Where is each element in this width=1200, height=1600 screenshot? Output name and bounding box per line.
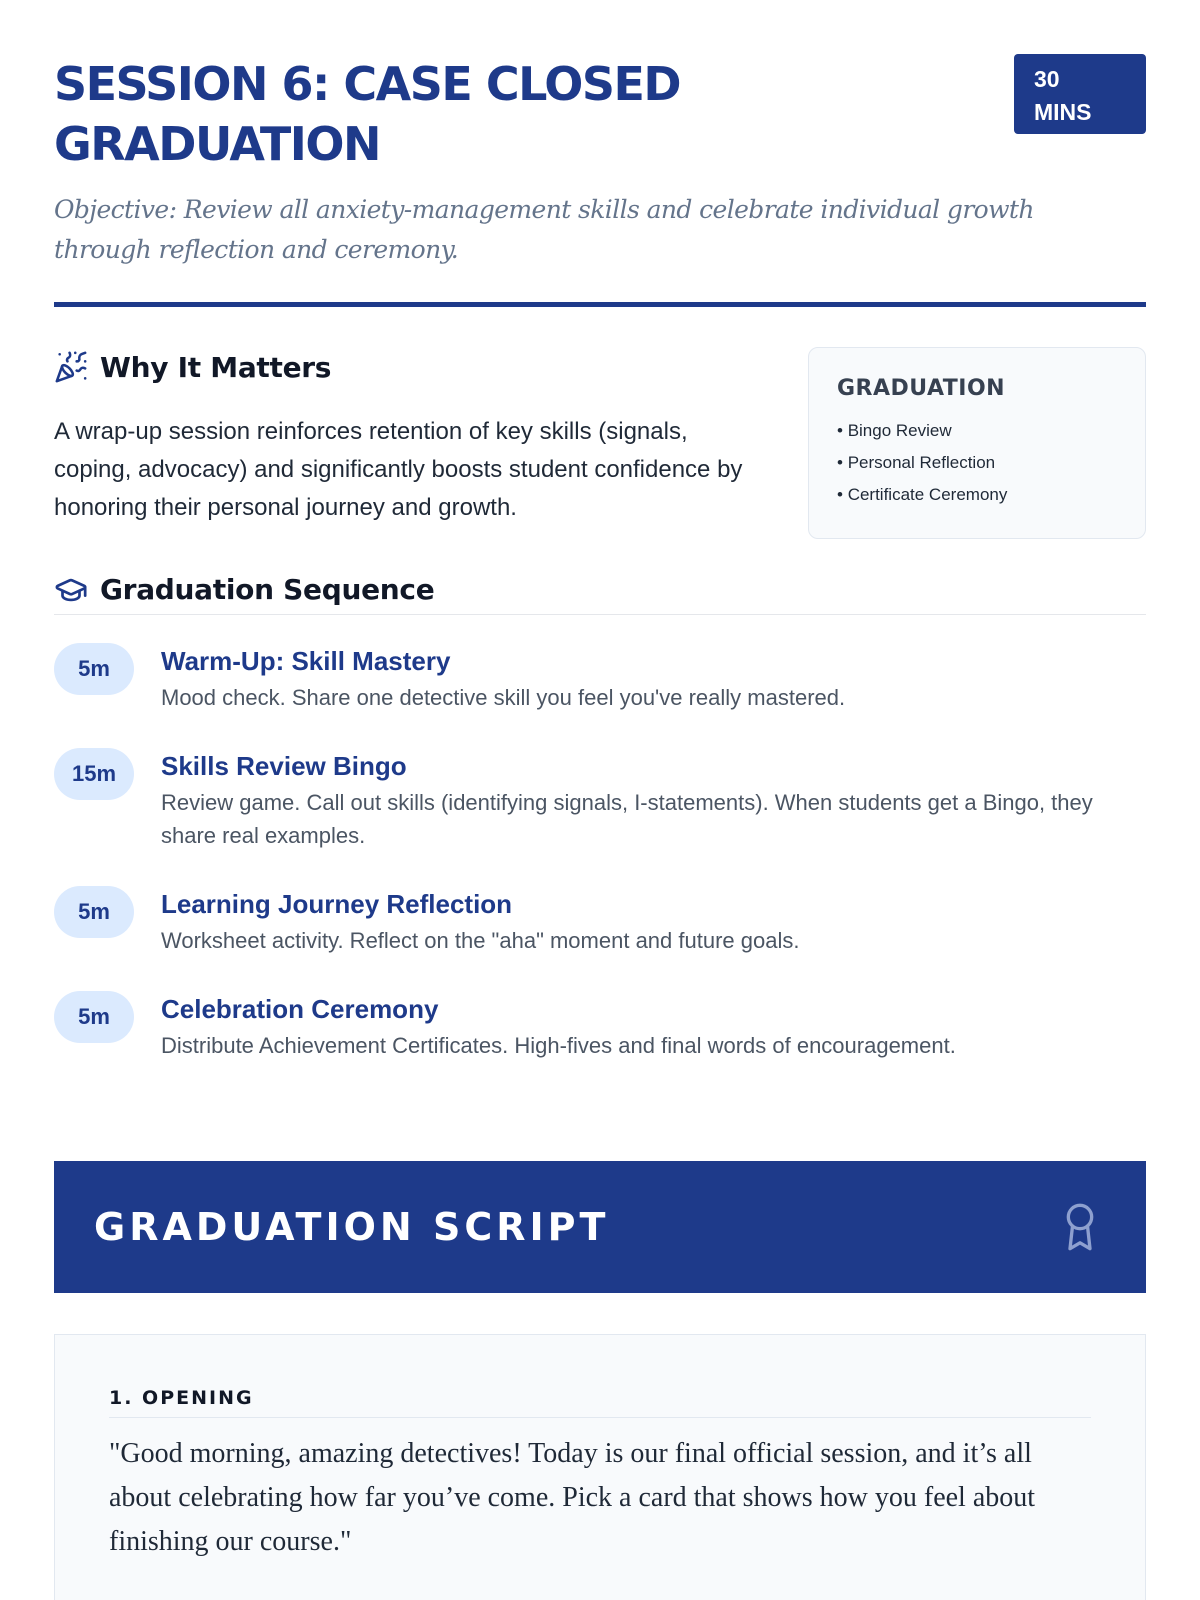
objective-line-1: Objective: Review all anxiety-management skills and celebrate individual growth xyxy=(54,195,1034,224)
duration-unit: MINS xyxy=(1034,99,1092,125)
step-body xyxy=(161,643,845,714)
step-body xyxy=(161,886,799,957)
title-line-1: SESSION 6: CASE CLOSED xyxy=(54,57,681,111)
step-title: Skills Review Bingo xyxy=(161,751,407,781)
sequence-step xyxy=(54,886,1146,957)
graduation-item: • Bingo Review xyxy=(837,415,1117,447)
page-title xyxy=(54,54,954,174)
graduation-item: • Certificate Ceremony xyxy=(837,479,1117,511)
step-description: Mood check. Share one detective skill you feel you've really mastered. xyxy=(161,685,846,710)
graduation-card-title: GRADUATION xyxy=(837,376,1006,401)
why-title: Why It Matters xyxy=(100,350,332,384)
step-description: Worksheet activity. Reflect on the "aha" moment and future goals. xyxy=(161,928,800,953)
step-duration: 5m xyxy=(54,886,134,938)
step-body xyxy=(161,748,1146,852)
step-title: Learning Journey Reflection xyxy=(161,889,513,919)
graduation-summary-card xyxy=(808,347,1146,539)
graduation-cap-icon xyxy=(54,573,88,607)
script-section-card xyxy=(54,1334,1146,1600)
sequence-step xyxy=(54,643,1146,714)
step-description: Distribute Achievement Certificates. High-fives and final words of encouragement. xyxy=(161,1033,956,1058)
sequence-step xyxy=(54,991,1146,1062)
script-banner xyxy=(54,1161,1146,1293)
duration-badge xyxy=(1014,54,1146,134)
script-banner-title: GRADUATION SCRIPT xyxy=(94,1205,610,1249)
step-duration: 5m xyxy=(54,991,134,1043)
objective-text xyxy=(54,190,1146,270)
sequence-steps xyxy=(54,643,1146,1062)
party-popper-icon xyxy=(54,350,88,384)
step-title: Celebration Ceremony xyxy=(161,994,439,1024)
script-section-label: 1. OPENING xyxy=(109,1387,1091,1418)
award-ribbon-icon xyxy=(1060,1201,1100,1253)
header-divider xyxy=(54,302,1146,307)
session-header xyxy=(54,0,1146,307)
sequence-title: Graduation Sequence xyxy=(100,573,435,606)
step-description: Review game. Call out skills (identifying signals, I-statements). When students get a Bingo, they share real examples. xyxy=(161,790,1093,848)
why-text: A wrap-up session reinforces retention of key skills (signals, coping, advocacy) and significantly boosts student confidence by honoring their personal journey and growth. xyxy=(54,418,743,521)
duration-number: 30 xyxy=(1034,66,1060,92)
sequence-step xyxy=(54,748,1146,852)
lesson-page xyxy=(54,0,1146,1096)
sequence-header xyxy=(54,575,1146,615)
script-section-text: "Good morning, amazing detectives! Today is our final official session, and it’s all about celebrating how far you’ve come. Pick a card that shows how you feel about finishing our course." xyxy=(109,1438,1036,1557)
objective-line-2: through reflection and ceremony. xyxy=(54,235,459,264)
title-line-2: GRADUATION xyxy=(54,117,381,171)
why-section xyxy=(54,347,1146,537)
graduation-items xyxy=(837,415,1117,511)
graduation-item: • Personal Reflection xyxy=(837,447,1117,479)
step-duration: 15m xyxy=(54,748,134,800)
step-title: Warm-Up: Skill Mastery xyxy=(161,646,451,676)
step-body xyxy=(161,991,956,1062)
step-duration: 5m xyxy=(54,643,134,695)
